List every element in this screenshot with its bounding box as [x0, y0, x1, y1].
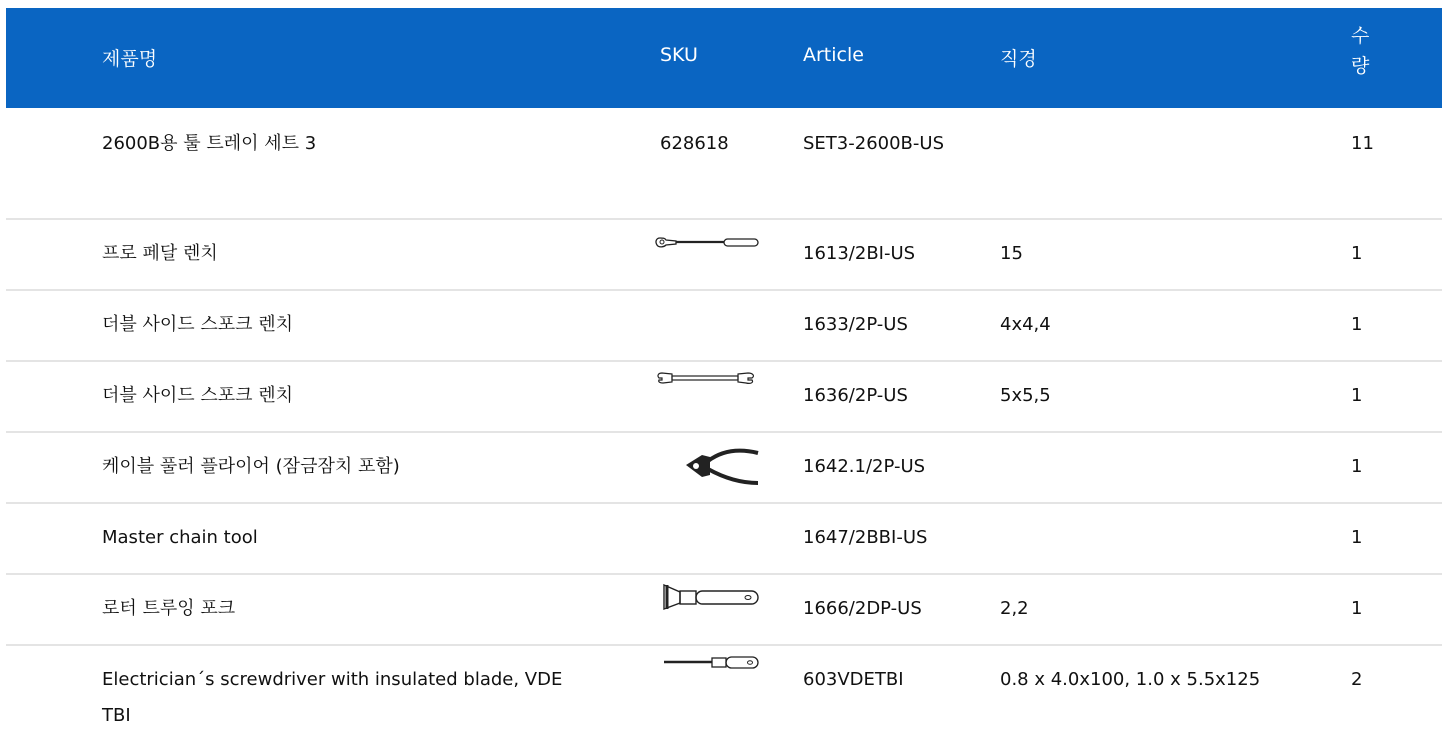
row-article: 1636/2P-US: [803, 385, 908, 406]
row-qty: 1: [1351, 598, 1363, 619]
row-name: 프로 페달 렌치: [102, 243, 218, 264]
table-row: [6, 291, 1442, 362]
row-article: 1642.1/2P-US: [803, 456, 926, 477]
row-name: 2600B용 툴 트레이 세트 3: [102, 133, 317, 154]
header-diameter: 직경: [1000, 48, 1037, 70]
table-row: [6, 108, 1442, 220]
table-row: [6, 504, 1442, 575]
row-qty: 1: [1351, 527, 1363, 548]
table-row: [6, 575, 1442, 646]
header-sku: SKU: [660, 44, 698, 66]
tool-set-table: [6, 8, 1442, 756]
row-article: SET3-2600B-US: [803, 133, 944, 154]
header-article: Article: [803, 44, 864, 66]
row-qty: 1: [1351, 314, 1363, 335]
header-name: 제품명: [102, 48, 158, 70]
pedal-wrench-icon: [654, 234, 764, 274]
row-sku: 628618: [660, 133, 729, 154]
rotor-truing-fork-icon: [654, 583, 764, 623]
row-name: Electrician´s screwdriver with insulated blade, VDE TBI: [102, 669, 563, 726]
row-diameter: 2,2: [1000, 598, 1029, 619]
row-qty: 11: [1351, 133, 1374, 154]
row-name: 더블 사이드 스포크 렌치: [102, 314, 294, 335]
row-qty: 1: [1351, 456, 1363, 477]
spoke-wrench-icon: [654, 370, 764, 410]
row-qty: 2: [1351, 669, 1363, 690]
table-header: [6, 8, 1442, 108]
header-qty: 수량: [1351, 25, 1370, 77]
table-row: [6, 646, 1442, 756]
table-row: [6, 433, 1442, 504]
row-name: 로터 트루잉 포크: [102, 598, 236, 619]
table-row: [6, 220, 1442, 291]
screwdriver-icon: [654, 654, 764, 694]
row-article: 1633/2P-US: [803, 314, 908, 335]
row-diameter: 0.8 x 4.0x100, 1.0 x 5.5x125: [1000, 669, 1261, 690]
row-qty: 1: [1351, 243, 1363, 264]
table-row: [6, 362, 1442, 433]
row-article: 603VDETBI: [803, 669, 904, 690]
row-name: 더블 사이드 스포크 렌치: [102, 385, 294, 406]
row-diameter: 15: [1000, 243, 1023, 264]
row-article: 1666/2DP-US: [803, 598, 922, 619]
row-diameter: 5x5,5: [1000, 385, 1051, 406]
cable-puller-pliers-icon: [680, 443, 760, 489]
row-article: 1613/2BI-US: [803, 243, 916, 264]
row-name: Master chain tool: [102, 527, 258, 548]
row-name: 케이블 풀러 플라이어 (잠금잠치 포함): [102, 456, 400, 477]
row-article: 1647/2BBI-US: [803, 527, 928, 548]
row-qty: 1: [1351, 385, 1363, 406]
row-diameter: 4x4,4: [1000, 314, 1051, 335]
